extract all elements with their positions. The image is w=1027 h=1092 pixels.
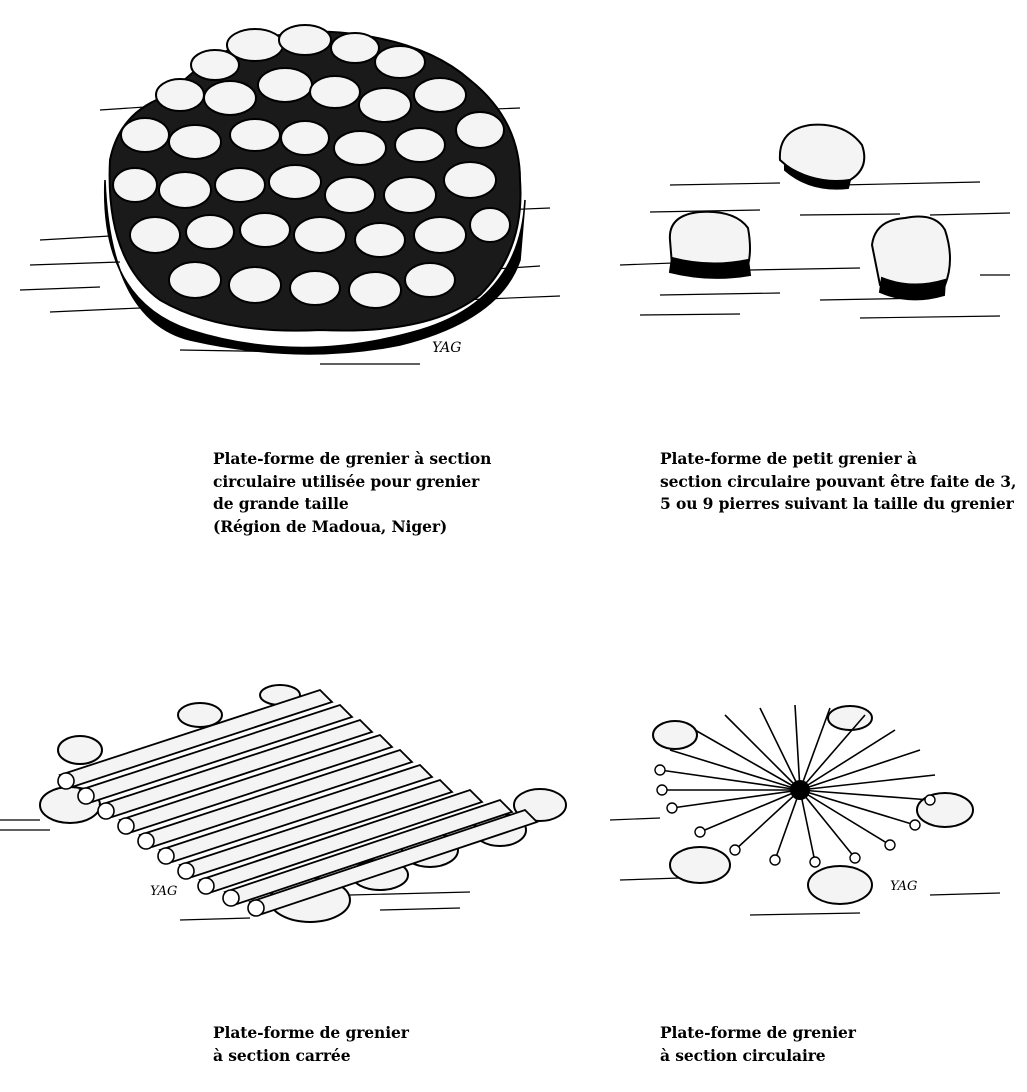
caption-line: à section carrée	[213, 1045, 351, 1065]
caption-line: de grande taille	[213, 494, 349, 513]
stone	[670, 212, 750, 278]
radial-logs-illustration	[600, 690, 1020, 940]
caption-line: Plate-forme de grenier à section	[213, 449, 492, 468]
hub	[790, 780, 810, 800]
signature: YAG	[432, 340, 462, 356]
stone	[872, 217, 950, 300]
mound-stones	[110, 25, 521, 331]
caption-square-logs	[213, 1022, 409, 1067]
square-logs-illustration	[0, 670, 580, 950]
stone	[780, 125, 864, 189]
caption-line: circulaire utilisée pour grenier	[213, 471, 480, 491]
logs	[60, 690, 537, 914]
stone-mound-illustration	[0, 0, 560, 390]
caption-line: Plate-forme de grenier	[213, 1023, 409, 1042]
caption-stone-mound	[213, 448, 491, 538]
caption-line: (Région de Madoua, Niger)	[213, 516, 448, 536]
signature: YAG	[150, 884, 178, 899]
caption-line: 5 ou 9 pierres suivant la taille du grenier	[660, 494, 1014, 513]
caption-three-stones	[660, 448, 1016, 516]
three-stones-illustration	[600, 100, 1020, 340]
caption-radial-logs	[660, 1022, 856, 1067]
signature: YAG	[890, 879, 918, 894]
ground-hatching	[610, 818, 1000, 915]
caption-line: Plate-forme de grenier	[660, 1023, 856, 1042]
caption-line: section circulaire pouvant être faite de 3,	[660, 471, 1017, 491]
caption-line: à section circulaire	[660, 1045, 826, 1065]
caption-line: Plate-forme de petit grenier à	[660, 449, 917, 468]
